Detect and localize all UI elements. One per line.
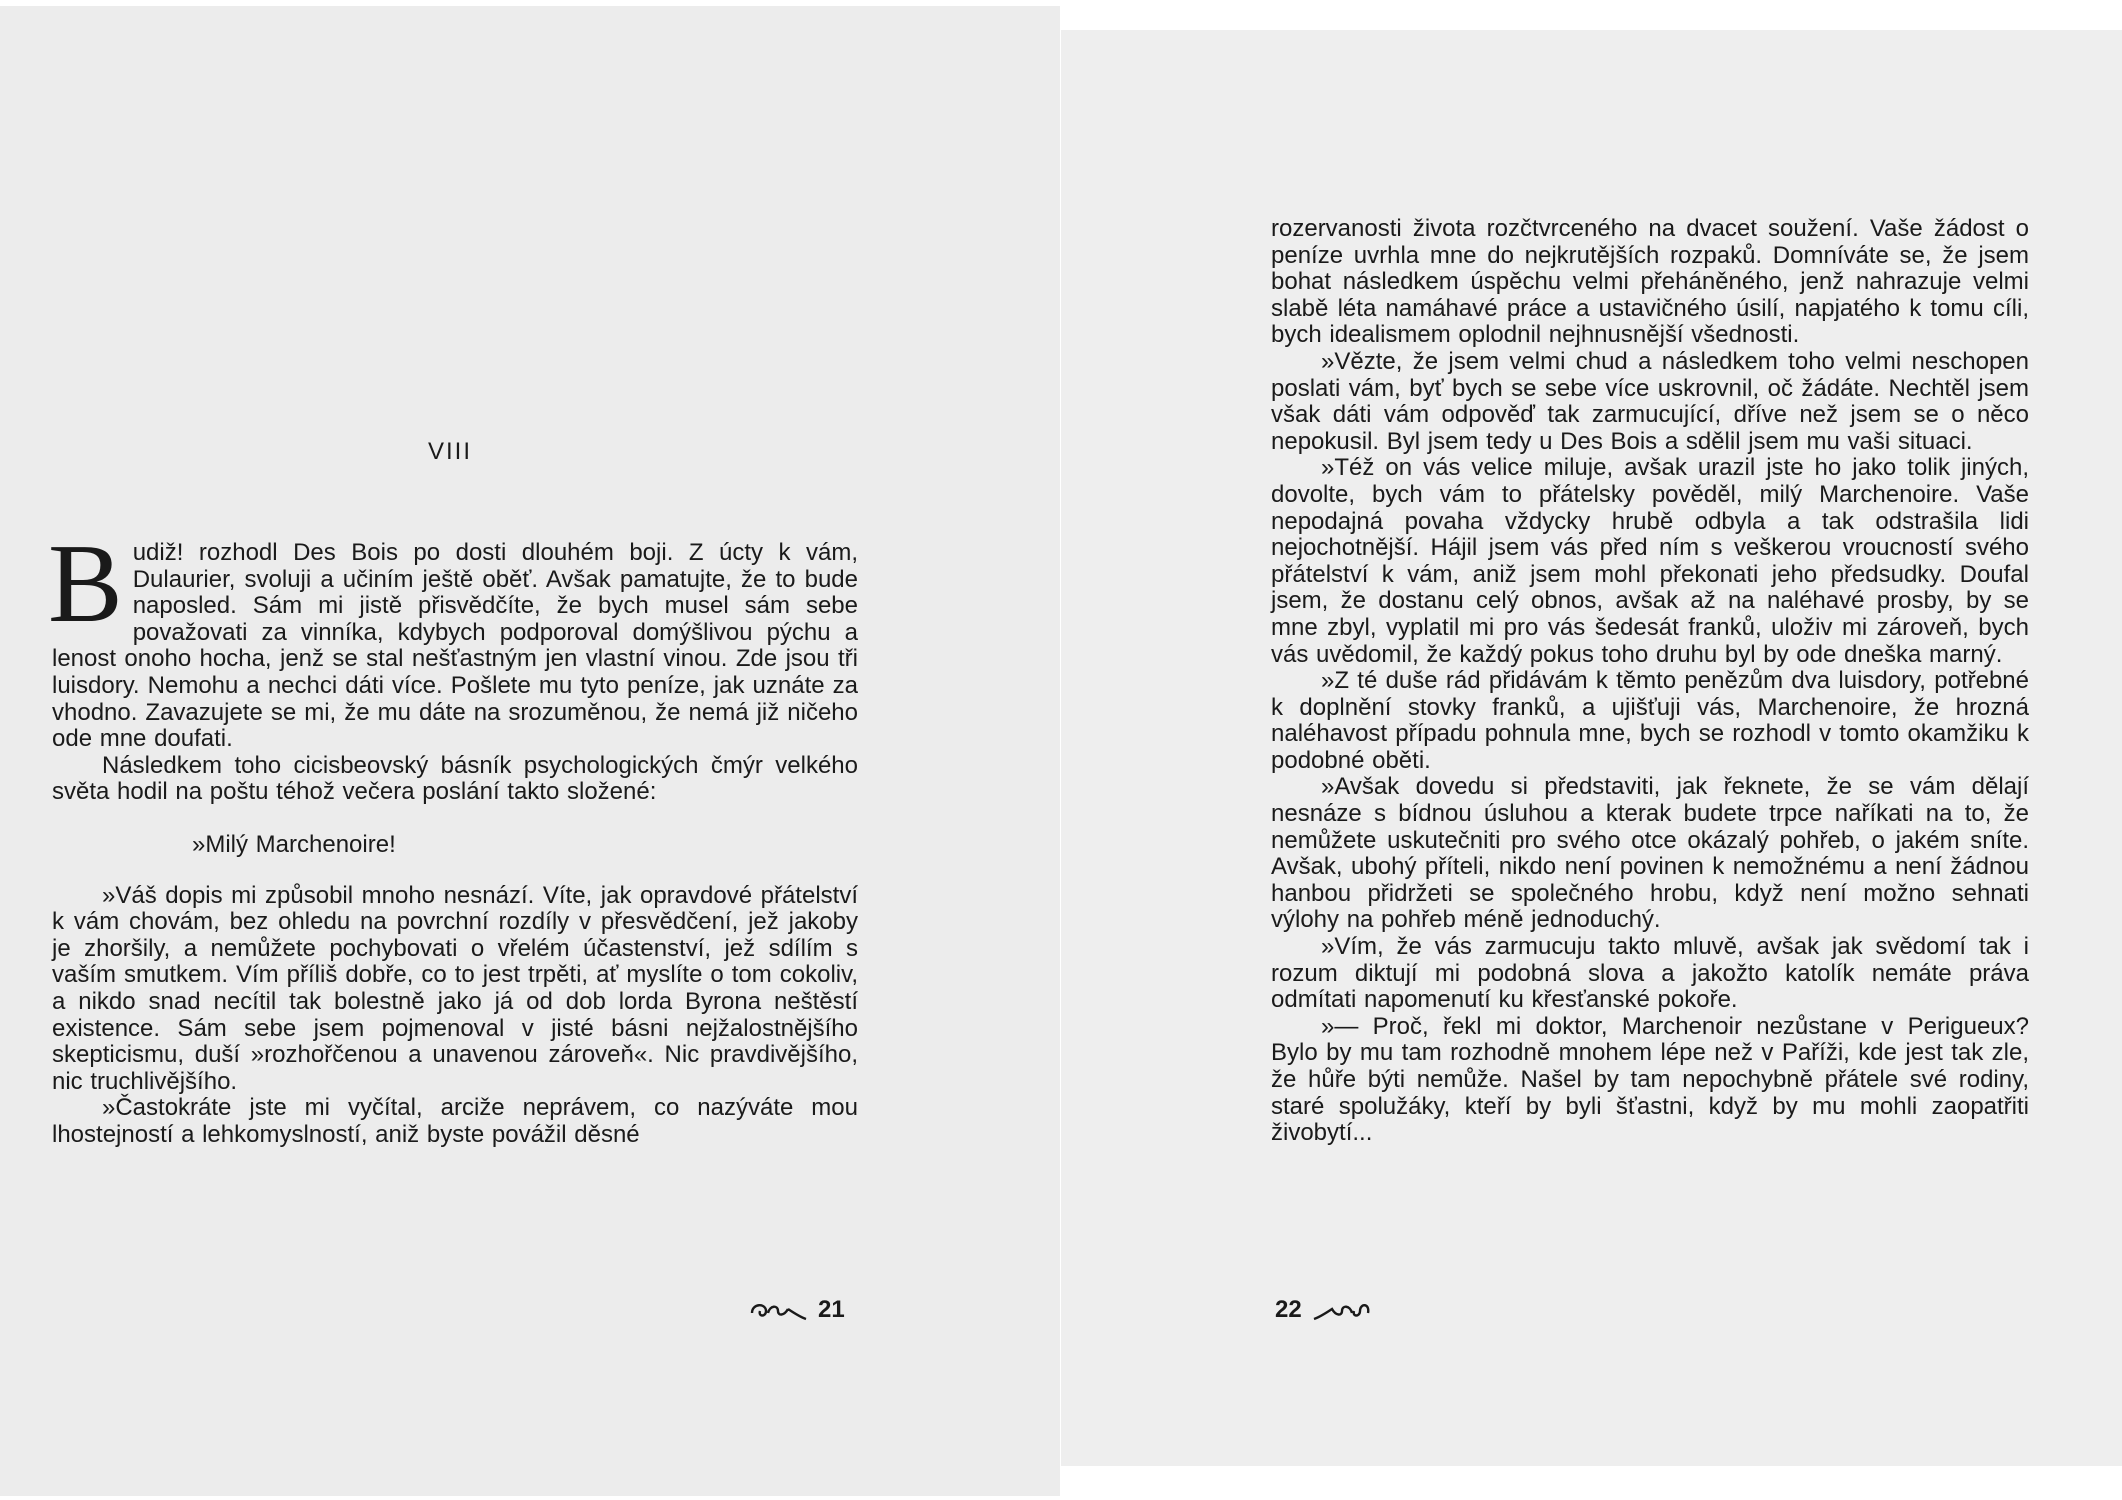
paragraph-text: udiž! rozhodl Des Bois po dosti dlouhém boji. Z úcty k vám, Dulaurier, svoluji a učiním ještě oběť. Avšak pamatujte, že to bude naposled. Sám mi jistě přisvědčíte, že bych musel sám sebe považovati za vinníka, kdybych podporoval domýšlivou pýchu a lenost onoho hocha, jenž se stal nešťastným jen vlastní vinou. Zde jsou tři luisdory. Nemohu a nechci dáti více. Pošlete mu tyto peníze, jak uznáte za vhodno. Zavazujete se mi, že mu dáte na srozuměnou, že nemá již ničeho ode mne doufati. [52,539,858,753]
page-number: 22 [1275,1296,1302,1323]
page-ornament-icon [748,1299,808,1321]
page-number: 21 [818,1296,845,1323]
left-text-block [48,522,858,1148]
letter-salutation: »Milý Marchenoire! [192,830,396,858]
page-ornament-icon [1312,1299,1372,1321]
paragraph: »Váš dopis mi způsobil mnoho nesnází. Víte, jak opravdové přátelství k vám chovám, bez ohledu na povrchní rozdíly v přesvědčení, jež jakoby je zhoršily, a nemůžete pochybovati o vřelém účastenství, jež sdílím s vaším smutkem. Vím příliš dobře, co to jest trpěti, ať myslíte o tom cokoliv, a nikdo snad necítil tak bolestně jako já od dob lorda Byrona neštěstí existence. Sám sebe jsem pojmenoval v jisté básni nejžalostnějšího skepticismu, duší »rozhořčenou a unavenou zároveň«. Nic pravdivějšího, nic truchlivějšího. [52,881,858,1095]
right-page [1061,30,2122,1466]
drop-cap: B [48,522,123,646]
paragraph: »Z té duše rád přidávám k těmto penězům dva luisdory, potřebné k doplnění stovky franků, a ujišťuji vás, Marchenoire, že hrozná naléhavost případu pohnula mne, bych se rozhodl v tomto okamžiku k podobné oběti. [1271,667,2029,774]
paragraph: rozervanosti života rozčtvrceného na dvacet soužení. Vaše žádost o peníze uvrhla mne do nejkrutějších rozpaků. Domníváte se, že jsem bohat následkem úspěchu velmi přeháněného, jenž nahrazuje velmi slabě léta namáhavé práce a ustavičného úsilí, napjatého k tomu cíli, bych idealismem oplodnil nejhnusnější všednosti. [1271,215,2029,349]
paragraph: »Vězte, že jsem velmi chud a následkem toho velmi neschopen poslati vám, byť bych se sebe více uskrovnil, oč žádáte. Nechtěl jsem však dáti vám odpověď tak zarmucující, dříve než jsem se o něco nepokusil. Byl jsem tedy u Des Bois a sdělil jsem mu vaši situaci. [1271,347,2029,455]
chapter-heading: VIII [428,438,473,465]
left-page [0,6,1060,1496]
paragraph: »Vím, že vás zarmucuju takto mluvě, avšak jak svědomí tak i rozum diktují mi podobná slova a jakožto katolík nemáte práva odmítati napomenutí ku křesťanské pokoře. [1271,933,2029,1014]
paragraph: »Avšak dovedu si představiti, jak řeknete, že se vám dělají nesnáze s bídnou úsluhou a kterak budete trpce naříkati na to, že nemůžete uskutečniti pro svého otce okázalý pohřeb, o jakém sníte. Avšak, ubohý příteli, nikdo není povinen k nemožnému a není žádnou hanbou přidržeti se společného hrobu, když není možno sehnati výlohy na pohřeb méně jednoduchý. [1271,773,2029,934]
paragraph: Následkem toho cicisbeovský básník psychologických čmýr velkého světa hodil na poštu téhož večera poslání takto složené: [52,751,858,806]
opening-paragraph [48,522,858,753]
paragraph: »— Proč, řekl mi doktor, Marchenoir nezůstane v Perigueux? Bylo by mu tam rozhodně mnohem lépe než v Paříži, kde jest tak zle, že hůře býti nemůže. Našel by tam nepochybně přátele své rodiny, staré spolužáky, kteří by byli šťastni, když by mu mohli zaopatřiti živobytí... [1271,1012,2029,1147]
paragraph: »Též on vás velice miluje, avšak urazil jste ho jako tolik jiných, dovolte, bych vám to přátelsky pověděl, milý Marchenoire. Vaše nepodajná povaha vždycky hrubě odbyla a tak odstrašila lidi nejochotnější. Hájil jsem vás před ním s veškerou vroucností svého přátelství k vám, aniž jsem mohl překonati jeho předsudky. Doufal jsem, že dostanu celý obnos, avšak až na naléhavé prosby, by se mne zbyl, vyplatil mi pro vás šedesát franků, uloživ mi zároveň, bych vás uvědomil, že každý pokus toho druhu byl by ode dneška marný. [1271,454,2029,668]
paragraph: »Častokráte jste mi vyčítal, arciže neprávem, co nazýváte mou lhostejností a lehkomyslností, aniž byste povážil děsné [52,1094,858,1148]
right-text-block [1271,216,2029,1147]
right-folio [1275,1296,1372,1324]
left-folio [748,1296,845,1324]
